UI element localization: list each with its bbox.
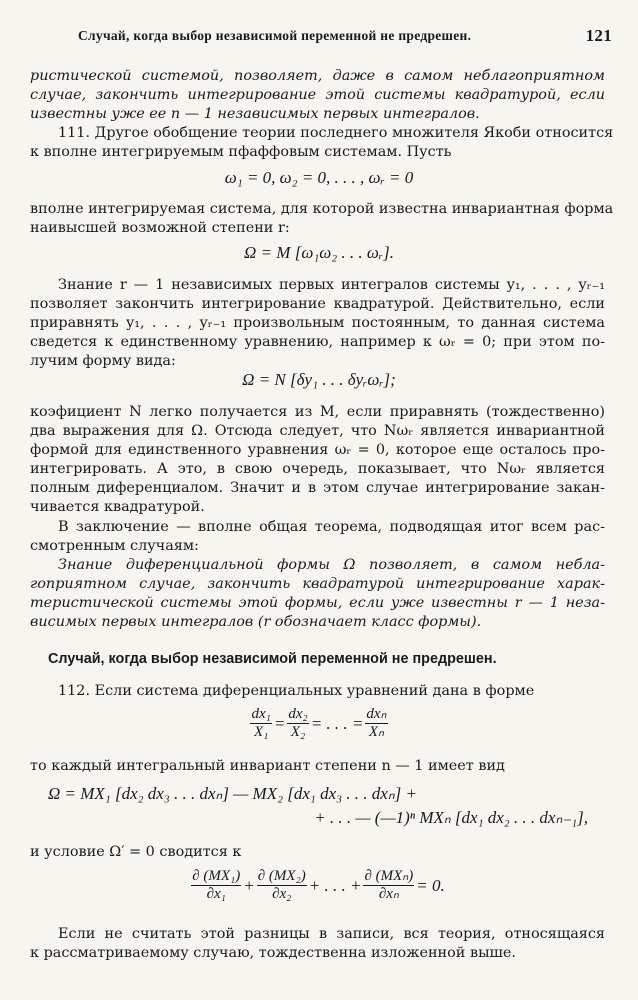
fraction: $\frac{\text{dxₙ}}{\text{Xₙ}}$ bbox=[366, 706, 387, 740]
page-number: 121 bbox=[585, 26, 612, 45]
text-line: Знание r — 1 независимых первых интегралов системы y₁, . . . , yᵣ₋₁ bbox=[58, 277, 605, 293]
fraction: $\frac{\text{∂ (MX₁)}}{\text{∂x₁}}$ bbox=[192, 868, 241, 902]
fraction: $\frac{\text{dx₁}}{\text{X₁}}$ bbox=[251, 706, 271, 740]
text-line: В заключение — вполне общая теорема, подводящая итог всем рас- bbox=[58, 519, 605, 535]
equation-6: $\frac{\text{∂ (MX₁)}}{\text{∂x₁}}$ + $\frac{\text{∂ (MX₂)}}{\text{∂x₂}}$ + . . . + $\frac{\text{∂ (MXₙ)}}{\text{∂xₙ}}$ = 0. bbox=[192, 868, 445, 902]
text-line: к рассматриваемому случаю, тождественна изложенной выше. bbox=[30, 945, 517, 961]
text-line: лучим форму вида: bbox=[30, 353, 176, 369]
text-line: Если не считать этой разницы в записи, вся теория, относящаяся bbox=[58, 926, 605, 942]
text-line: 111. Другое обобщение теории последнего множителя Якоби относится bbox=[58, 125, 614, 141]
text-line: вполне интегрируемая система, для которой известна инвариантная форма bbox=[30, 201, 614, 217]
text-line: чивается квадратурой. bbox=[30, 499, 205, 515]
fraction: $\frac{\text{dx₂}}{\text{X₂}}$ bbox=[288, 706, 308, 740]
text-line: сведется к единственному уравнению, например к ωᵣ = 0; при этом по- bbox=[30, 334, 605, 350]
text-line: формой для единственного уравнения ωᵣ = 0, которое еще осталось про- bbox=[30, 442, 605, 458]
text-line: позволяет закончить интегрирование квадратурой. Действительно, если bbox=[30, 296, 605, 312]
text-line: и условие Ω′ = 0 сводится к bbox=[30, 844, 242, 860]
equation-3: Ω = N [δy₁ . . . δyᵣωᵣ]; bbox=[242, 370, 396, 389]
text-line: 112. Если система диференциальных уравнений дана в форме bbox=[58, 683, 535, 699]
text-line: ристической системой, позволяет, даже в самом неблагоприятном bbox=[30, 68, 605, 84]
fraction: $\frac{\text{∂ (MX₂)}}{\text{∂x₂}}$ bbox=[257, 868, 306, 902]
text-line: к вполне интегрируемым пфаффовым системам. Пусть bbox=[30, 144, 452, 160]
running-title: Случай, когда выбор независимой переменной не предрешен. bbox=[78, 28, 472, 43]
text-line: приравнять y₁, . . . , yᵣ₋₁ произвольным постоянным, то данная система bbox=[30, 315, 605, 331]
theorem-line: теристической системы этой формы, если уже известны r — 1 неза- bbox=[30, 595, 605, 611]
equation-5a: Ω = MX₁ [dx₂ dx₃ . . . dxₙ] — MX₂ [dx₁ dx₃ . . . dxₙ] + bbox=[48, 784, 417, 803]
theorem-line: Знание диференциальной формы Ω позволяет, в самом небла- bbox=[58, 557, 605, 573]
running-header bbox=[78, 28, 612, 44]
text-line: два выражения для Ω. Отсюда следует, что Nωᵣ является инвариантной bbox=[30, 423, 605, 439]
text-line: коэфициент N легко получается из M, если приравнять (тождественно) bbox=[30, 404, 605, 420]
equation-2: Ω = M [ω₁ω₂ . . . ωᵣ]. bbox=[244, 243, 394, 262]
text-line: наивысшей возможной степени r: bbox=[30, 220, 290, 236]
text-line: полным диференциалом. Значит и в этом случае интегрирование закан- bbox=[30, 480, 605, 496]
equation-4: $\frac{\text{dx₁}}{\text{X₁}}$ = $\frac{\text{dx₂}}{\text{X₂}}$ = . . . = $\frac{\text{dxₙ}}{\text{Xₙ}}$ bbox=[251, 706, 387, 740]
text-line: известны уже ее n — 1 независимых первых интегралов. bbox=[30, 106, 480, 122]
equation-1: ω₁ = 0, ω₂ = 0, . . . , ωᵣ = 0 bbox=[224, 168, 414, 187]
section-heading: Случай, когда выбор независимой переменной не предрешен. bbox=[48, 651, 497, 667]
text-line: случае, закончить интегрирование этой системы квадратурой, если bbox=[30, 87, 605, 103]
text-line: смотренным случаям: bbox=[30, 538, 199, 554]
equation-5b: + . . . — (—1)ⁿ MXₙ [dx₁ dx₂ . . . dxₙ₋₁], bbox=[314, 808, 588, 827]
fraction: $\frac{\text{∂ (MXₙ)}}{\text{∂xₙ}}$ bbox=[364, 868, 414, 902]
theorem-line: гоприятном случае, закончить квадратурой интегрирование харак- bbox=[30, 576, 605, 592]
text-line: интегрировать. А это, в свою очередь, показывает, что Nωᵣ является bbox=[30, 461, 605, 477]
theorem-line: висимых первых интегралов (r обозначает класс формы). bbox=[30, 614, 482, 630]
text-line: то каждый интегральный инвариант степени n — 1 имеет вид bbox=[30, 758, 505, 774]
